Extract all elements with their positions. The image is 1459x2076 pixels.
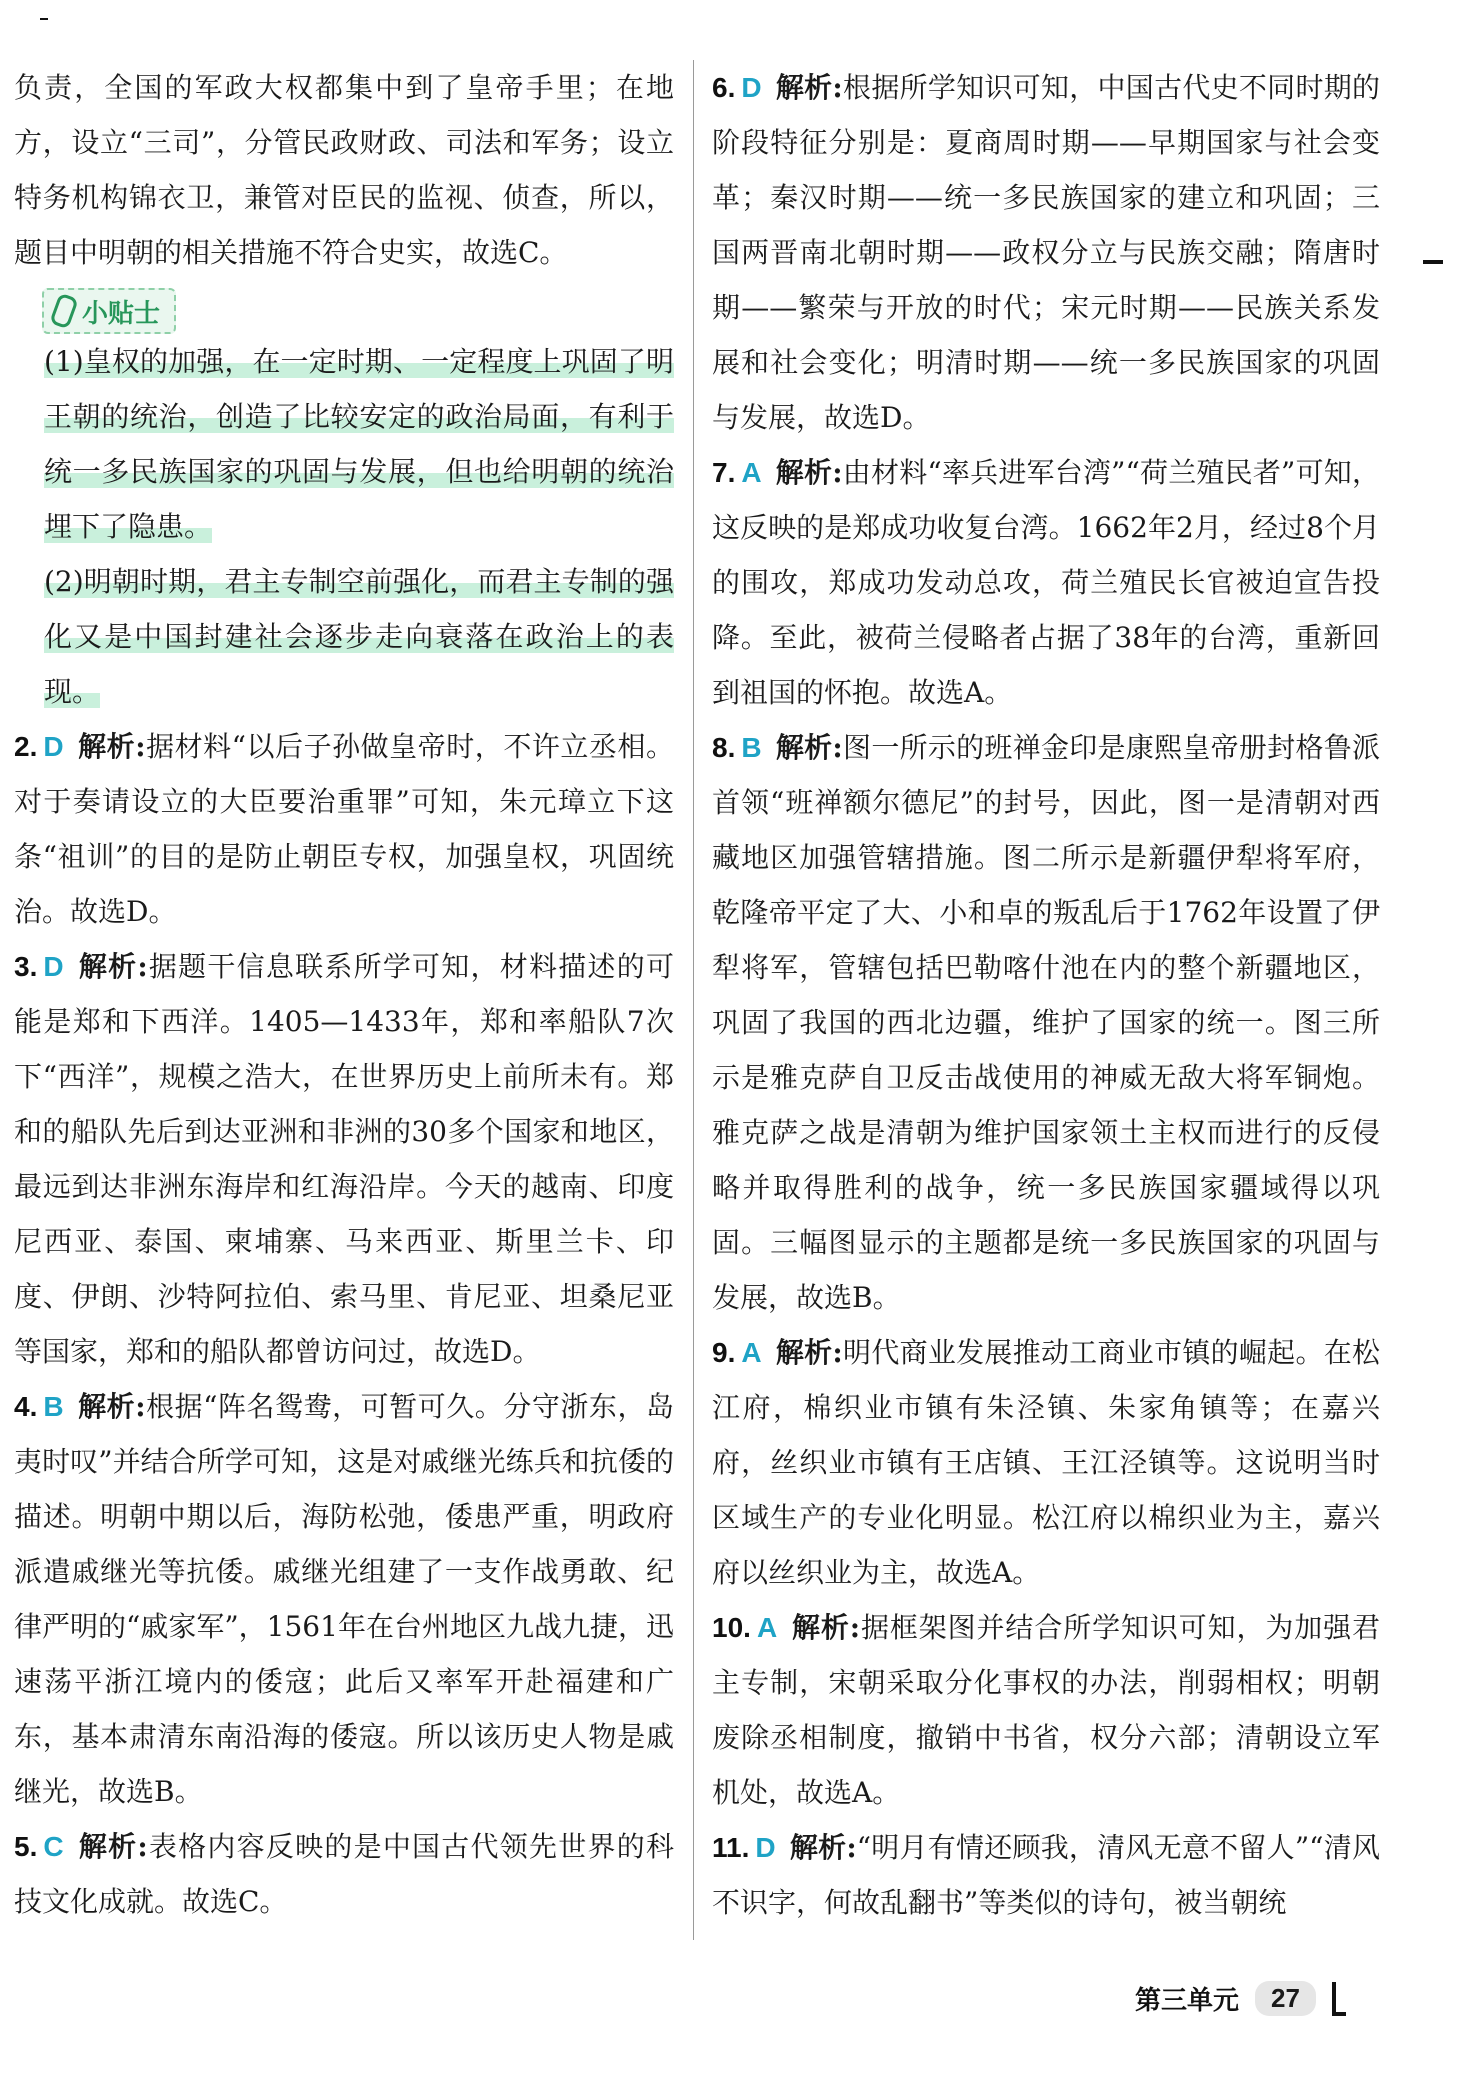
- answer-item-9: [712, 1325, 1380, 1600]
- column-divider: [693, 60, 694, 1940]
- footer-bracket-icon: [1332, 1982, 1346, 2016]
- tip-paragraph-1: (1)皇权的加强，在一定时期、一定程度上巩固了明王朝的统治，创造了比较安定的政治局面，有利于统一多民族国家的巩固与发展，但也给明朝的统治埋下了隐患。: [44, 345, 674, 543]
- item-number: 7.: [712, 457, 736, 488]
- answer-letter: D: [755, 1832, 776, 1863]
- analysis-label: 解析:: [77, 1390, 146, 1423]
- item-number: 9.: [712, 1337, 736, 1368]
- tip-paragraph-2: (2)明朝时期，君主专制空前强化，而君主专制的强化又是中国封建社会逐步走向衰落在政治上的表现。: [44, 565, 674, 708]
- analysis-label: 解析:: [775, 71, 843, 104]
- paperclip-icon: [49, 293, 79, 330]
- analysis-label: 解析:: [77, 730, 146, 763]
- tip-box: [14, 288, 674, 719]
- tip-header: [42, 288, 176, 334]
- answer-item-3: [14, 939, 674, 1379]
- answer-letter: D: [43, 951, 64, 982]
- answer-letter: D: [43, 731, 64, 762]
- item-number: 8.: [712, 732, 736, 763]
- answer-item-8: [712, 720, 1380, 1325]
- analysis-text: 图一所示的班禅金印是康熙皇帝册封格鲁派首领“班禅额尔德尼”的封号，因此，图一是清朝对西藏地区加强管辖措施。图二所示是新疆伊犁将军府，乾隆帝平定了大、小和卓的叛乱后于1762年设置了伊犁将军，管辖包括巴勒喀什池在内的整个新疆地区，巩固了我国的西北边疆，维护了国家的统一。图三所示是雅克萨自卫反击战使用的神威无敌大将军铜炮。雅克萨之战是清朝为维护国家领土主权而进行的反侵略并取得胜利的战争，统一多民族国家疆域得以巩固。三幅图显示的主题都是统一多民族国家的巩固与发展，故选B。: [712, 731, 1380, 1314]
- intro-paragraph: 负责，全国的军政大权都集中到了皇帝手里；在地方，设立“三司”，分管民政财政、司法和军务；设立特务机构锦衣卫，兼管对臣民的监视、侦查，所以，题目中明朝的相关措施不符合史实，故选C。: [14, 71, 674, 269]
- item-number: 4.: [14, 1391, 38, 1422]
- item-number: 10.: [712, 1612, 751, 1643]
- analysis-text: 据题干信息联系所学可知，材料描述的可能是郑和下西洋。1405—1433年，郑和率船队7次下“西洋”，规模之浩大，在世界历史上前所未有。郑和的船队先后到达亚洲和非洲的30多个国家和地区，最远到达非洲东海岸和红海沿岸。今天的越南、印度尼西亚、泰国、柬埔寨、马来西亚、斯里兰卡、印度、伊朗、沙特阿拉伯、索马里、肯尼亚、坦桑尼亚等国家，郑和的船队都曾访问过，故选D。: [14, 950, 674, 1368]
- tip-title: 小贴士: [82, 298, 161, 329]
- answer-item-4: [14, 1379, 674, 1819]
- item-number: 11.: [712, 1832, 750, 1863]
- item-number: 3.: [14, 951, 38, 982]
- left-column: [14, 60, 674, 1929]
- analysis-label: 解析:: [77, 1830, 148, 1863]
- answer-letter: B: [741, 732, 762, 763]
- analysis-text: 据框架图并结合所学知识可知，为加强君主专制，宋朝采取分化事权的办法，削弱相权；明朝废除丞相制度，撤销中书省，权分六部；清朝设立军机处，故选A。: [712, 1611, 1380, 1809]
- answer-item-10: [712, 1600, 1380, 1820]
- top-margin-mark: [40, 18, 48, 20]
- analysis-text: 由材料“率兵进军台湾”“荷兰殖民者”可知，这反映的是郑成功收复台湾。1662年2月，经过8个月的围攻，郑成功发动总攻，荷兰殖民长官被迫宣告投降。至此，被荷兰侵略者占据了38年的台湾，重新回到祖国的怀抱。故选A。: [712, 456, 1380, 709]
- unit-label: 第三单元: [1135, 1985, 1240, 2015]
- item-number: 5.: [14, 1831, 38, 1862]
- analysis-label: 解析:: [775, 731, 843, 764]
- answer-letter: A: [756, 1612, 778, 1643]
- analysis-label: 解析:: [775, 456, 843, 489]
- answer-item-7: [712, 445, 1380, 720]
- answer-item-11: [712, 1820, 1380, 1930]
- analysis-text: 明代商业发展推动工商业市镇的崛起。在松江府，棉织业市镇有朱泾镇、朱家角镇等；在嘉兴府，丝织业市镇有王店镇、王江泾镇等。这说明当时区域生产的专业化明显。松江府以棉织业为主，嘉兴府以丝织业为主，故选A。: [712, 1336, 1380, 1589]
- margin-tab-mark: [1423, 260, 1443, 264]
- analysis-text: 表格内容反映的是中国古代领先世界的科技文化成就。故选C。: [14, 1830, 674, 1918]
- analysis-text: 据材料“以后子孙做皇帝时，不许立丞相。对于奏请设立的大臣要治重罪”可知，朱元璋立下这条“祖训”的目的是防止朝臣专权，加强皇权，巩固统治。故选D。: [14, 730, 674, 928]
- answer-item-5: [14, 1819, 674, 1929]
- analysis-label: 解析:: [789, 1831, 857, 1864]
- answer-item-2: [14, 719, 674, 939]
- analysis-label: 解析:: [77, 950, 148, 983]
- answer-letter: C: [43, 1831, 64, 1862]
- right-column: [712, 60, 1380, 1930]
- item-number: 2.: [14, 731, 38, 762]
- answer-item-6: [712, 60, 1380, 445]
- analysis-text: 根据所学知识可知，中国古代史不同时期的阶段特征分别是：夏商周时期——早期国家与社会变革；秦汉时期——统一多民族国家的建立和巩固；三国两晋南北朝时期——政权分立与民族交融；隋唐时期——繁荣与开放的时代；宋元时期——民族关系发展和社会变化；明清时期——统一多民族国家的巩固与发展，故选D。: [712, 71, 1380, 434]
- analysis-text: “明月有情还顾我，清风无意不留人”“清风不识字，何故乱翻书”等类似的诗句，被当朝统: [712, 1831, 1380, 1919]
- answer-letter: B: [43, 1391, 64, 1422]
- item-number: 6.: [712, 72, 736, 103]
- answer-letter: A: [741, 1337, 762, 1368]
- page-number: 27: [1255, 1981, 1316, 2016]
- answer-letter: A: [741, 457, 762, 488]
- answer-letter: D: [741, 72, 762, 103]
- analysis-label: 解析:: [775, 1336, 843, 1369]
- analysis-text: 根据“阵名鸳鸯，可暂可久。分守浙东，岛夷时叹”并结合所学可知，这是对戚继光练兵和抗倭的描述。明朝中期以后，海防松弛，倭患严重，明政府派遣戚继光等抗倭。戚继光组建了一支作战勇敢、纪律严明的“戚家军”，1561年在台州地区九战九捷，迅速荡平浙江境内的倭寇；此后又率军开赴福建和广东，基本肃清东南沿海的倭寇。所以该历史人物是戚继光，故选B。: [14, 1390, 674, 1808]
- page-footer: [1135, 1980, 1346, 2017]
- analysis-label: 解析:: [791, 1611, 861, 1644]
